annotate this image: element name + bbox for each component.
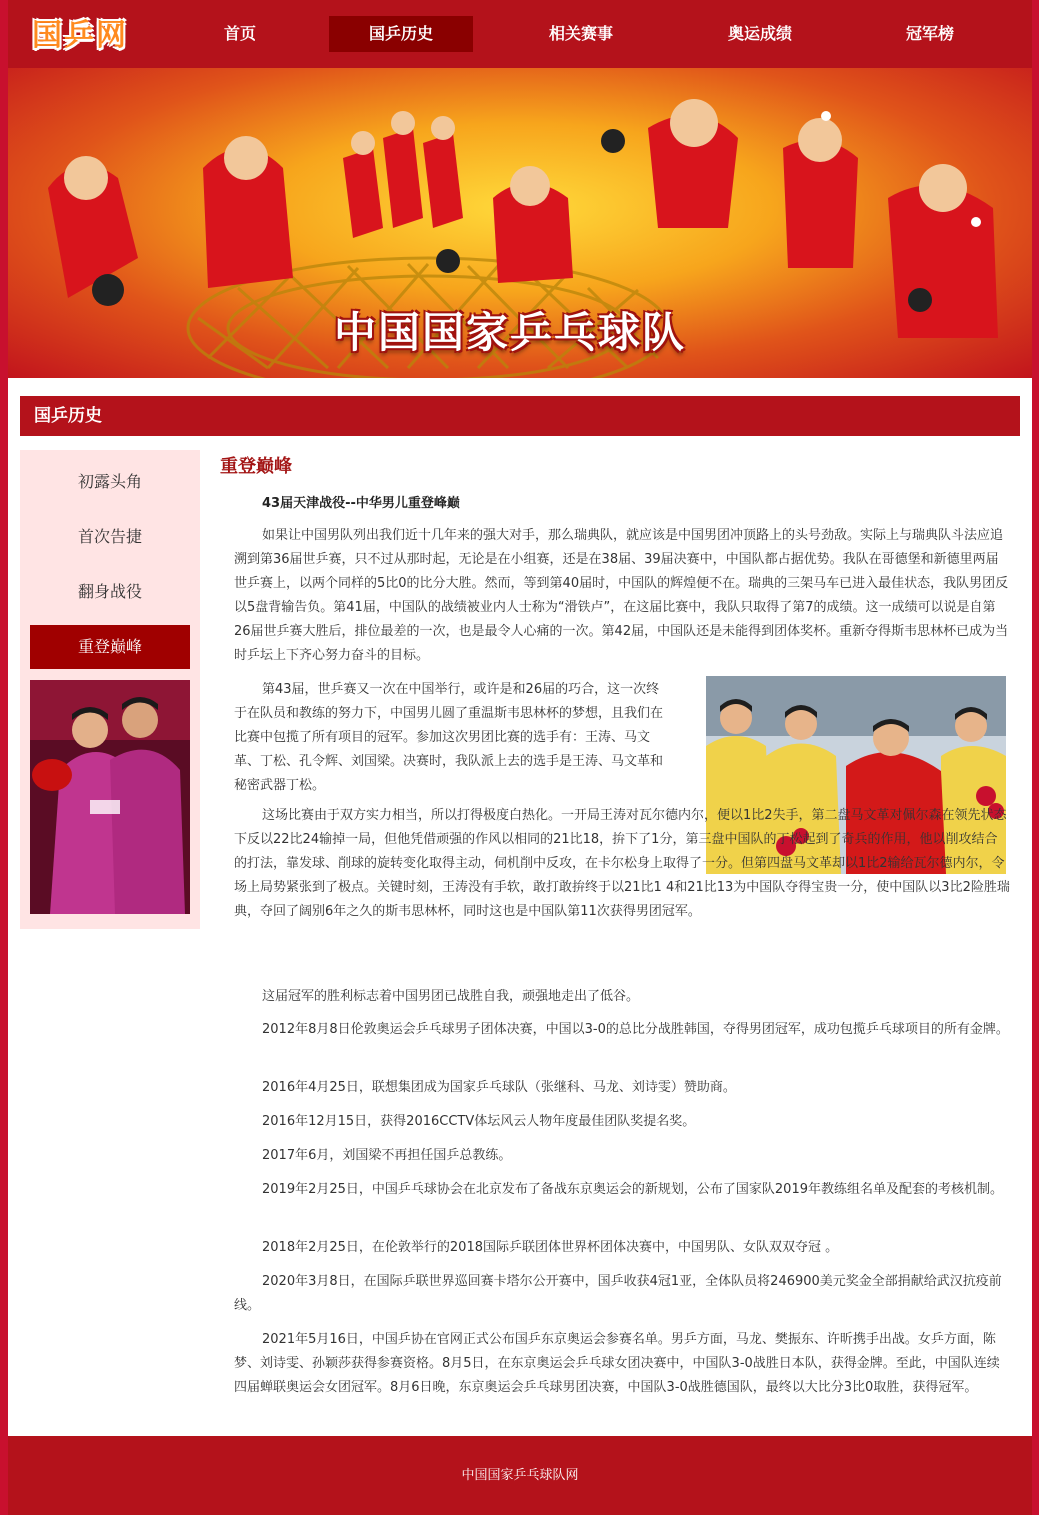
article-paragraph: 2012年8月8日伦敦奥运会乒乓球男子团体决赛，中国以3-0的总比分战胜韩国，夺得男团冠军，成功包揽乒乓球项目的所有金牌。 <box>262 1022 1009 1037</box>
sidebar-item-comeback[interactable]: 翻身战役 <box>77 582 142 601</box>
sidebar-item-peak[interactable]: 重登巅峰 <box>30 625 190 669</box>
nav-olympics[interactable]: 奥运成绩 <box>727 24 792 43</box>
nav-history[interactable]: 国乒历史 <box>329 16 473 52</box>
page <box>8 0 1032 1515</box>
top-bar <box>8 0 1032 68</box>
article-paragraph: 2018年2月25日，在伦敦举行的2018国际乒联团体世界杯团体决赛中，中国男队、女队双双夺冠 。 <box>262 1240 839 1255</box>
article-paragraph: 这场比赛由于双方实力相当，所以打得极度白热化。一开局王涛对瓦尔德内尔，便以1比2失手，第二盘马文革对佩尔森在领先状态下反以22比24输掉一局，但他凭借顽强的作风以相同的21比18，拚下了1分，第三盘中国队的丁松起到了奇兵的作用，他以削攻结合的打法，靠发球、削球的旋转变化取得主动，伺机削中反攻，在卡尔松身上取得了一分。但第四盘马文革却以1比2输给瓦尔德内尔，令场上局势紧张到了极点。关键时刻，王涛没有手软，敢打敢拚终于以21比1 4和21比13为中国队夺得宝贵一分，使中国队以3比2险胜瑞典，夺回了阔别6年之久的斯韦思林杯，同时这也是中国队第11次获得男团冠军。 <box>234 808 1010 919</box>
article-subtitle: 43届天津战役--中华男儿重登峰巅 <box>262 496 460 511</box>
article-paragraph: 第43届，世乒赛又一次在中国举行，或许是和26届的巧合，这一次终于在队员和教练的努力下，中国男儿圆了重温斯韦思林杯的梦想，且我们在比赛中包揽了所有项目的冠军。参加这次男团比赛的选手有：王涛、马文革、丁松、孔令辉、刘国梁。决赛时，我队派上去的选手是王涛、马文革和秘密武器丁松。 <box>234 682 664 793</box>
article-paragraph: 2021年5月16日，中国乒协在官网正式公布国乒东京奥运会参赛名单。男乒方面，马龙、樊振东、许昕携手出战。女乒方面，陈梦、刘诗雯、孙颖莎获得参赛资格。8月5日，在东京奥运会乒乓球女团决赛中，中国队3-0战胜日本队，获得金牌。至此，中国队连续四届蝉联奥运会女团冠军。8月6日晚，东京奥运会乒乓球男团决赛，中国队3-0战胜德国队，最终以大比分3比0取胜，获得冠军。 <box>234 1332 1000 1395</box>
main-nav <box>148 16 1032 52</box>
hero-banner <box>8 68 1032 378</box>
banner-title: 中国国家乒乓球队 <box>333 308 686 357</box>
logo-text: 国乒网 <box>32 18 128 53</box>
sidebar-item-first-victory[interactable]: 首次告捷 <box>77 527 142 546</box>
nav-champions[interactable]: 冠军榜 <box>905 24 954 43</box>
players-hug-image <box>30 680 190 914</box>
sidebar-photo <box>30 680 190 914</box>
article-paragraph: 2017年6月，刘国梁不再担任国乒总教练。 <box>262 1148 512 1163</box>
sidebar-item-debut[interactable]: 初露头角 <box>77 472 142 491</box>
nav-home[interactable]: 首页 <box>223 24 256 43</box>
article-paragraph: 2016年12月15日，获得2016CCTV体坛风云人物年度最佳团队奖提名奖。 <box>262 1114 696 1129</box>
site-logo[interactable] <box>18 10 142 54</box>
nav-events[interactable]: 相关赛事 <box>548 24 613 43</box>
article-title: 重登巅峰 <box>220 456 292 477</box>
article-paragraph: 2019年2月25日，中国乒乓球协会在北京发布了备战东京奥运会的新规划，公布了国家队2019年教练组名单及配套的考核机制。 <box>262 1182 1003 1197</box>
article-paragraph: 这届冠军的胜利标志着中国男团已战胜自我，顽强地走出了低谷。 <box>262 989 640 1004</box>
article-paragraph: 如果让中国男队列出我们近十几年来的强大对手，那么瑞典队，就应该是中国男团冲顶路上的头号劲敌。实际上与瑞典队斗法应追溯到第36届世乒赛，只不过从那时起，无论是在小组赛，还是在38届、39届决赛中，中国队都占据优势。我队在哥德堡和新德里两届世乒赛上，以两个同样的5比0的比分大胜。然而，等到第40届时，中国队的辉煌便不在。瑞典的三架马车已进入最佳状态，我队男团反以5盘背输告负。第41届，中国队的战绩被业内人士称为“滑铁卢”，在这届比赛中，我队只取得了第7的成绩。这一成绩可以说是自第26届世乒赛大胜后，排位最差的一次，也是最令人心痛的一次。第42届，中国队还是未能得到团体奖杯。重新夺得斯韦思林杯已成为当时乒坛上下齐心努力奋斗的目标。 <box>234 528 1009 663</box>
article-paragraph: 2020年3月8日，在国际乒联世界巡回赛卡塔尔公开赛中，国乒收获4冠1亚，全体队员将246900美元奖金全部捐献给武汉抗疫前线。 <box>234 1274 1002 1313</box>
sidebar <box>20 450 200 929</box>
article-paragraph: 2016年4月25日，联想集团成为国家乒乓球队（张继科、马龙、刘诗雯）赞助商。 <box>262 1080 736 1095</box>
section-title-bar: 国乒历史 <box>20 396 1020 436</box>
footer: 中国国家乒乓球队网 <box>8 1436 1032 1515</box>
